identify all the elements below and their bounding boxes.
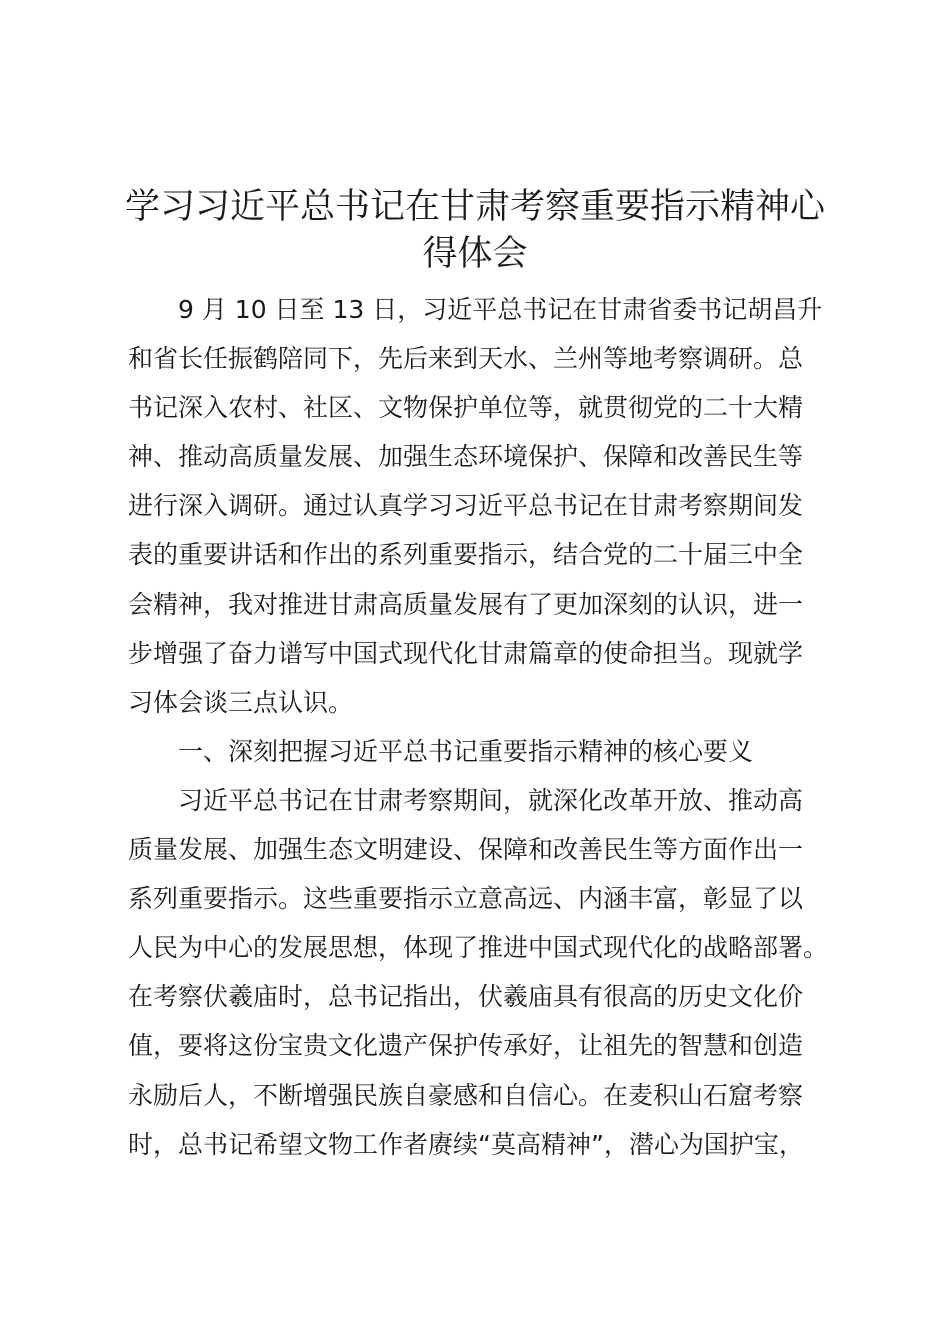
title-line-2: 得体会	[422, 234, 528, 274]
paragraph-line: 9 月 10 日至 13 日，习近平总书记在甘肃省委书记胡昌升	[178, 295, 823, 324]
paragraph-line: 步增强了奋力谱写中国式现代化甘肃篇章的使命担当。现就学	[128, 638, 804, 668]
paragraph-line: 表的重要讲话和作出的系列重要指示，结合党的二十届三中全	[128, 540, 804, 570]
paragraph-section-1	[128, 776, 858, 1169]
paragraph-line: 人民为中心的发展思想，体现了推进中国式现代化的战略部署。	[128, 933, 829, 963]
paragraph-line: 系列重要指示。这些重要指示立意高远、内涵丰富，彰显了以	[128, 884, 804, 914]
document-body	[128, 285, 858, 1169]
paragraph-line: 书记深入农村、社区、文物保护单位等，就贯彻党的二十大精	[128, 393, 804, 423]
paragraph-line: 值，要将这份宝贵文化遗产保护传承好，让祖先的智慧和创造	[128, 1031, 804, 1061]
paragraph-line: 会精神，我对推进甘肃高质量发展有了更加深刻的认识，进一	[128, 589, 804, 619]
paragraph-line: 和省长任振鹤陪同下，先后来到天水、兰州等地考察调研。总	[128, 344, 804, 374]
document-title	[100, 184, 850, 278]
section-heading-text: 一、深刻把握习近平总书记重要指示精神的核心要义	[178, 736, 754, 766]
paragraph-line: 在考察伏羲庙时，总书记指出，伏羲庙具有很高的历史文化价	[128, 982, 804, 1012]
paragraph-line: 进行深入调研。通过认真学习习近平总书记在甘肃考察期间发	[128, 491, 804, 521]
paragraph-line: 习近平总书记在甘肃考察期间，就深化改革开放、推动高	[178, 785, 804, 815]
section-heading-1	[128, 727, 858, 776]
paragraph-line: 神、推动高质量发展、加强生态环境保护、保障和改善民生等	[128, 442, 804, 472]
paragraph-line: 永励后人，不断增强民族自豪感和自信心。在麦积山石窟考察	[128, 1080, 804, 1110]
paragraph-line: 质量发展、加强生态文明建设、保障和改善民生等方面作出一	[128, 835, 804, 865]
paragraph-line: 习体会谈三点认识。	[128, 687, 354, 717]
paragraph-intro	[128, 285, 858, 727]
paragraph-line: 时，总书记希望文物工作者赓续“莫高精神”，潜心为国护宝，	[128, 1129, 804, 1159]
title-line-1: 学习习近平总书记在甘肃考察重要指示精神心	[124, 187, 825, 227]
